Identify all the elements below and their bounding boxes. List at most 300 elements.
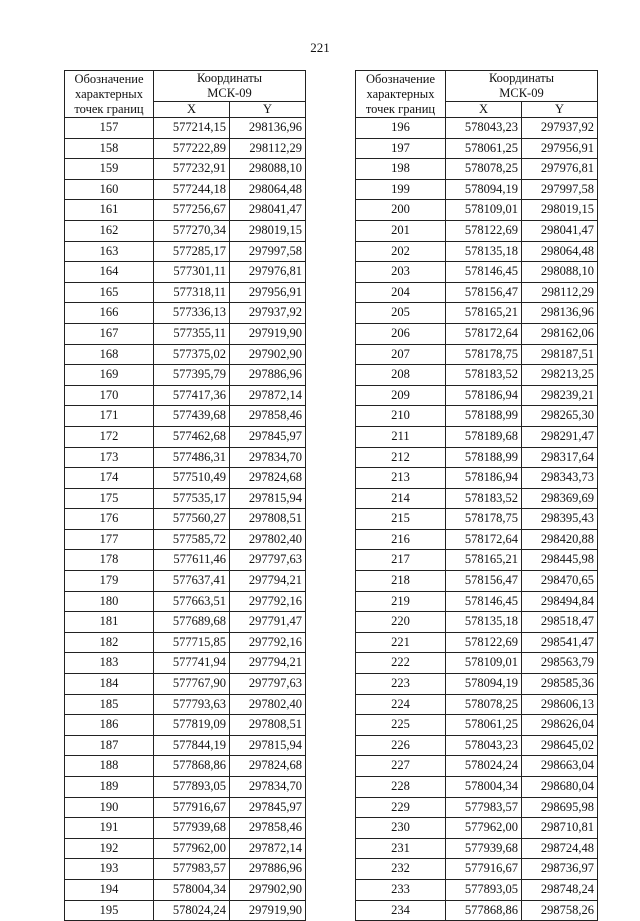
y-coordinate-cell: 298088,10 [230,159,306,180]
point-number-cell: 158 [65,138,154,159]
y-coordinate-cell: 298162,06 [522,323,598,344]
x-coordinate-cell: 577916,67 [446,859,522,880]
x-coordinate-cell: 578186,94 [446,385,522,406]
table-header [65,71,306,118]
x-coordinate-cell: 577439,68 [154,406,230,427]
point-number-cell: 164 [65,262,154,283]
y-coordinate-cell: 297794,21 [230,653,306,674]
table-row [65,735,306,756]
x-coordinate-cell: 577535,17 [154,488,230,509]
table-row [65,571,306,592]
table-row [356,632,598,653]
x-coordinate-cell: 577222,89 [154,138,230,159]
table-row [356,838,598,859]
y-coordinate-cell: 298019,15 [230,220,306,241]
point-number-cell: 196 [356,118,446,139]
point-number-cell: 178 [65,550,154,571]
y-coordinate-cell: 297956,91 [522,138,598,159]
y-coordinate-cell: 298136,96 [230,118,306,139]
table-header [356,71,598,118]
table-row [65,879,306,900]
x-coordinate-cell: 578165,21 [446,550,522,571]
y-coordinate-cell: 298291,47 [522,426,598,447]
table-row [356,220,598,241]
coordinates-header-line: Координаты [488,71,555,85]
table-row [65,694,306,715]
table-row [65,715,306,736]
x-coordinate-cell: 578061,25 [446,715,522,736]
point-number-cell: 216 [356,529,446,550]
x-coordinate-cell: 577983,57 [154,859,230,880]
table-row [65,900,306,921]
y-coordinate-cell: 297886,96 [230,859,306,880]
point-number-cell: 208 [356,365,446,386]
x-coordinate-cell: 577741,94 [154,653,230,674]
point-number-cell: 168 [65,344,154,365]
point-number-cell: 175 [65,488,154,509]
x-coordinate-cell: 578043,23 [446,118,522,139]
table-row [356,365,598,386]
y-coordinate-cell: 298064,48 [522,241,598,262]
table-row [356,344,598,365]
y-coordinate-cell: 298695,98 [522,797,598,818]
point-number-cell: 180 [65,591,154,612]
x-coordinate-cell: 578156,47 [446,282,522,303]
y-coordinate-cell: 297937,92 [522,118,598,139]
x-coordinate-cell: 577983,57 [446,797,522,818]
table-row [356,282,598,303]
point-number-cell: 174 [65,468,154,489]
y-coordinate-cell: 297997,58 [230,241,306,262]
y-coordinate-cell: 297797,63 [230,674,306,695]
y-coordinate-cell: 297872,14 [230,385,306,406]
x-coordinate-cell: 578122,69 [446,220,522,241]
x-coordinate-cell: 577585,72 [154,529,230,550]
y-coordinate-cell: 298265,30 [522,406,598,427]
page-number: 221 [310,40,330,55]
y-coordinate-cell: 298317,64 [522,447,598,468]
x-coordinate-cell: 578178,75 [446,509,522,530]
point-number-cell: 157 [65,118,154,139]
coordinates-table-right [355,70,598,921]
y-coordinate-cell: 297976,81 [230,262,306,283]
point-number-cell: 189 [65,777,154,798]
table-row [356,694,598,715]
x-coordinate-cell: 577301,11 [154,262,230,283]
y-coordinate-cell: 298541,47 [522,632,598,653]
y-coordinate-cell: 298736,97 [522,859,598,880]
point-number-cell: 171 [65,406,154,427]
y-coordinate-cell: 297808,51 [230,509,306,530]
point-number-cell: 209 [356,385,446,406]
point-number-cell: 162 [65,220,154,241]
x-coordinate-cell: 578188,99 [446,447,522,468]
point-number-cell: 177 [65,529,154,550]
x-coordinate-cell: 578078,25 [446,159,522,180]
designation-header-line: характерных [366,86,435,101]
point-number-cell: 217 [356,550,446,571]
table-row [65,797,306,818]
table-row [356,200,598,221]
x-coordinate-cell: 577285,17 [154,241,230,262]
table-row [356,159,598,180]
table-body [356,118,598,921]
point-number-cell: 204 [356,282,446,303]
table-row [356,674,598,695]
table-row [356,612,598,633]
table-row [65,777,306,798]
designation-header-line: характерных [75,86,143,101]
x-coordinate-cell: 578186,94 [446,468,522,489]
table-row [65,488,306,509]
point-number-cell: 200 [356,200,446,221]
y-coordinate-cell: 298470,65 [522,571,598,592]
y-coordinate-cell: 297858,46 [230,818,306,839]
point-number-cell: 198 [356,159,446,180]
point-number-cell: 212 [356,447,446,468]
table-row [356,550,598,571]
table-row [65,674,306,695]
point-number-cell: 205 [356,303,446,324]
y-coordinate-cell: 297845,97 [230,426,306,447]
y-coordinate-cell: 298343,73 [522,468,598,489]
y-coordinate-cell: 298645,02 [522,735,598,756]
x-coordinate-cell: 577893,05 [154,777,230,798]
designation-header-line: точек границ [365,101,436,116]
y-coordinate-cell: 298626,04 [522,715,598,736]
x-coordinate-cell: 577663,51 [154,591,230,612]
table-row [65,241,306,262]
point-number-cell: 170 [65,385,154,406]
x-coordinate-cell: 577486,31 [154,447,230,468]
point-number-cell: 207 [356,344,446,365]
y-coordinate-cell: 297834,70 [230,777,306,798]
table-row [65,262,306,283]
point-number-cell: 199 [356,179,446,200]
point-number-cell: 191 [65,818,154,839]
y-coordinate-cell: 298239,21 [522,385,598,406]
point-number-cell: 167 [65,323,154,344]
x-coordinate-cell: 578183,52 [446,365,522,386]
y-coordinate-cell: 297791,47 [230,612,306,633]
point-number-cell: 232 [356,859,446,880]
x-coordinate-cell: 578183,52 [446,488,522,509]
x-coordinate-cell: 577793,63 [154,694,230,715]
coordinates-header-line: Координаты [196,71,263,85]
point-number-cell: 172 [65,426,154,447]
x-coordinate-cell: 577256,67 [154,200,230,221]
table-row [65,632,306,653]
point-number-cell: 227 [356,756,446,777]
table-row [65,612,306,633]
designation-header-line: Обозначение [365,71,436,86]
point-number-cell: 224 [356,694,446,715]
x-coordinate-cell: 577270,34 [154,220,230,241]
y-coordinate-cell: 297858,46 [230,406,306,427]
point-number-cell: 223 [356,674,446,695]
x-coordinate-cell: 577715,85 [154,632,230,653]
y-coordinate-cell: 297872,14 [230,838,306,859]
point-number-cell: 190 [65,797,154,818]
x-coordinate-cell: 578135,18 [446,241,522,262]
point-number-cell: 192 [65,838,154,859]
table-row [356,859,598,880]
x-coordinate-cell: 577214,15 [154,118,230,139]
coordinates-header [154,71,306,102]
x-coordinate-cell: 577417,36 [154,385,230,406]
y-coordinate-cell: 298369,69 [522,488,598,509]
point-number-cell: 230 [356,818,446,839]
table-row [65,179,306,200]
point-number-cell: 160 [65,179,154,200]
table-row [65,653,306,674]
y-coordinate-cell: 298064,48 [230,179,306,200]
y-coordinate-cell: 297802,40 [230,529,306,550]
coordinates-header [446,71,598,102]
y-coordinate-cell: 297845,97 [230,797,306,818]
x-coordinate-cell: 578172,64 [446,323,522,344]
point-number-cell: 234 [356,900,446,921]
y-coordinate-cell: 297902,90 [230,879,306,900]
y-coordinate-cell: 298187,51 [522,344,598,365]
table-row [356,879,598,900]
x-coordinate-cell: 578172,64 [446,529,522,550]
table-row [65,365,306,386]
y-coordinate-cell: 297956,91 [230,282,306,303]
point-number-cell: 185 [65,694,154,715]
designation-header [356,71,446,118]
x-coordinate-cell: 577318,11 [154,282,230,303]
point-number-cell: 193 [65,859,154,880]
point-number-cell: 215 [356,509,446,530]
table-row [356,488,598,509]
table-row [356,262,598,283]
table-row [65,529,306,550]
point-number-cell: 184 [65,674,154,695]
table-row [65,447,306,468]
x-coordinate-cell: 578165,21 [446,303,522,324]
point-number-cell: 222 [356,653,446,674]
point-number-cell: 203 [356,262,446,283]
y-coordinate-cell: 297997,58 [522,179,598,200]
y-coordinate-cell: 297834,70 [230,447,306,468]
point-number-cell: 202 [356,241,446,262]
y-coordinate-cell: 298518,47 [522,612,598,633]
x-column-header: X [154,102,230,118]
table-row [65,220,306,241]
y-coordinate-cell: 298758,26 [522,900,598,921]
designation-header-line: точек границ [74,101,144,116]
x-coordinate-cell: 577637,41 [154,571,230,592]
point-number-cell: 226 [356,735,446,756]
table-row [356,447,598,468]
y-coordinate-cell: 298585,36 [522,674,598,695]
point-number-cell: 225 [356,715,446,736]
point-number-cell: 219 [356,591,446,612]
table-row [65,118,306,139]
x-coordinate-cell: 577868,86 [154,756,230,777]
point-number-cell: 231 [356,838,446,859]
y-column-header: Y [522,102,598,118]
x-coordinate-cell: 577462,68 [154,426,230,447]
y-column-header: Y [230,102,306,118]
table-row [65,591,306,612]
y-coordinate-cell: 297902,90 [230,344,306,365]
table-row [356,241,598,262]
point-number-cell: 186 [65,715,154,736]
table-row [356,385,598,406]
table-row [65,323,306,344]
designation-header-line: Обозначение [74,71,144,86]
y-coordinate-cell: 298395,43 [522,509,598,530]
table-row [356,509,598,530]
table-row [65,303,306,324]
x-coordinate-cell: 578094,19 [446,179,522,200]
table-row [65,282,306,303]
table-row [356,571,598,592]
x-coordinate-cell: 577244,18 [154,179,230,200]
x-coordinate-cell: 577893,05 [446,879,522,900]
y-coordinate-cell: 297797,63 [230,550,306,571]
table-row [356,735,598,756]
x-coordinate-cell: 577819,09 [154,715,230,736]
y-coordinate-cell: 298420,88 [522,529,598,550]
point-number-cell: 201 [356,220,446,241]
coordinates-system-label: МСК-09 [499,86,544,100]
x-coordinate-cell: 577395,79 [154,365,230,386]
x-coordinate-cell: 578004,34 [154,879,230,900]
table-row [356,323,598,344]
y-coordinate-cell: 297794,21 [230,571,306,592]
x-coordinate-cell: 577962,00 [154,838,230,859]
y-coordinate-cell: 297792,16 [230,591,306,612]
y-coordinate-cell: 298041,47 [522,220,598,241]
x-coordinate-cell: 577939,68 [154,818,230,839]
point-number-cell: 159 [65,159,154,180]
table-row [356,138,598,159]
table-row [65,159,306,180]
x-coordinate-cell: 578188,99 [446,406,522,427]
x-coordinate-cell: 577844,19 [154,735,230,756]
x-coordinate-cell: 578109,01 [446,200,522,221]
y-coordinate-cell: 298213,25 [522,365,598,386]
table-row [65,818,306,839]
y-coordinate-cell: 298445,98 [522,550,598,571]
table-row [356,715,598,736]
x-coordinate-cell: 577962,00 [446,818,522,839]
x-coordinate-cell: 577560,27 [154,509,230,530]
table-row [356,756,598,777]
y-coordinate-cell: 297919,90 [230,323,306,344]
x-coordinate-cell: 578024,24 [446,756,522,777]
x-column-header: X [446,102,522,118]
y-coordinate-cell: 298606,13 [522,694,598,715]
table-row [356,426,598,447]
y-coordinate-cell: 298663,04 [522,756,598,777]
point-number-cell: 214 [356,488,446,509]
y-coordinate-cell: 298494,84 [522,591,598,612]
point-number-cell: 181 [65,612,154,633]
point-number-cell: 211 [356,426,446,447]
x-coordinate-cell: 577375,02 [154,344,230,365]
y-coordinate-cell: 298724,48 [522,838,598,859]
x-coordinate-cell: 577510,49 [154,468,230,489]
x-coordinate-cell: 578043,23 [446,735,522,756]
table-row [356,179,598,200]
table-row [356,900,598,921]
point-number-cell: 210 [356,406,446,427]
coordinates-system-label: МСК-09 [207,86,252,100]
x-coordinate-cell: 578156,47 [446,571,522,592]
y-coordinate-cell: 298136,96 [522,303,598,324]
point-number-cell: 161 [65,200,154,221]
y-coordinate-cell: 298748,24 [522,879,598,900]
table-row [65,426,306,447]
point-number-cell: 163 [65,241,154,262]
x-coordinate-cell: 578109,01 [446,653,522,674]
x-coordinate-cell: 578178,75 [446,344,522,365]
y-coordinate-cell: 298710,81 [522,818,598,839]
y-coordinate-cell: 297976,81 [522,159,598,180]
table-row [65,838,306,859]
y-coordinate-cell: 297815,94 [230,735,306,756]
y-coordinate-cell: 297792,16 [230,632,306,653]
point-number-cell: 188 [65,756,154,777]
table-row [65,550,306,571]
table-row [356,818,598,839]
y-coordinate-cell: 298680,04 [522,777,598,798]
y-coordinate-cell: 298563,79 [522,653,598,674]
point-number-cell: 206 [356,323,446,344]
x-coordinate-cell: 577611,46 [154,550,230,571]
table-row [65,756,306,777]
coordinates-table-left [64,70,306,921]
point-number-cell: 194 [65,879,154,900]
y-coordinate-cell: 297802,40 [230,694,306,715]
point-number-cell: 166 [65,303,154,324]
y-coordinate-cell: 297919,90 [230,900,306,921]
x-coordinate-cell: 577868,86 [446,900,522,921]
designation-header [65,71,154,118]
table-row [356,653,598,674]
x-coordinate-cell: 578078,25 [446,694,522,715]
y-coordinate-cell: 297937,92 [230,303,306,324]
point-number-cell: 179 [65,571,154,592]
x-coordinate-cell: 578122,69 [446,632,522,653]
x-coordinate-cell: 577689,68 [154,612,230,633]
table-row [65,385,306,406]
point-number-cell: 233 [356,879,446,900]
point-number-cell: 220 [356,612,446,633]
x-coordinate-cell: 578061,25 [446,138,522,159]
table-row [65,468,306,489]
point-number-cell: 221 [356,632,446,653]
point-number-cell: 176 [65,509,154,530]
table-row [356,529,598,550]
table-row [356,406,598,427]
point-number-cell: 195 [65,900,154,921]
x-coordinate-cell: 578004,34 [446,777,522,798]
y-coordinate-cell: 297824,68 [230,468,306,489]
x-coordinate-cell: 577355,11 [154,323,230,344]
table-body [65,118,306,921]
y-coordinate-cell: 298112,29 [230,138,306,159]
x-coordinate-cell: 577916,67 [154,797,230,818]
x-coordinate-cell: 577336,13 [154,303,230,324]
point-number-cell: 229 [356,797,446,818]
x-coordinate-cell: 578146,45 [446,591,522,612]
table-row [65,138,306,159]
